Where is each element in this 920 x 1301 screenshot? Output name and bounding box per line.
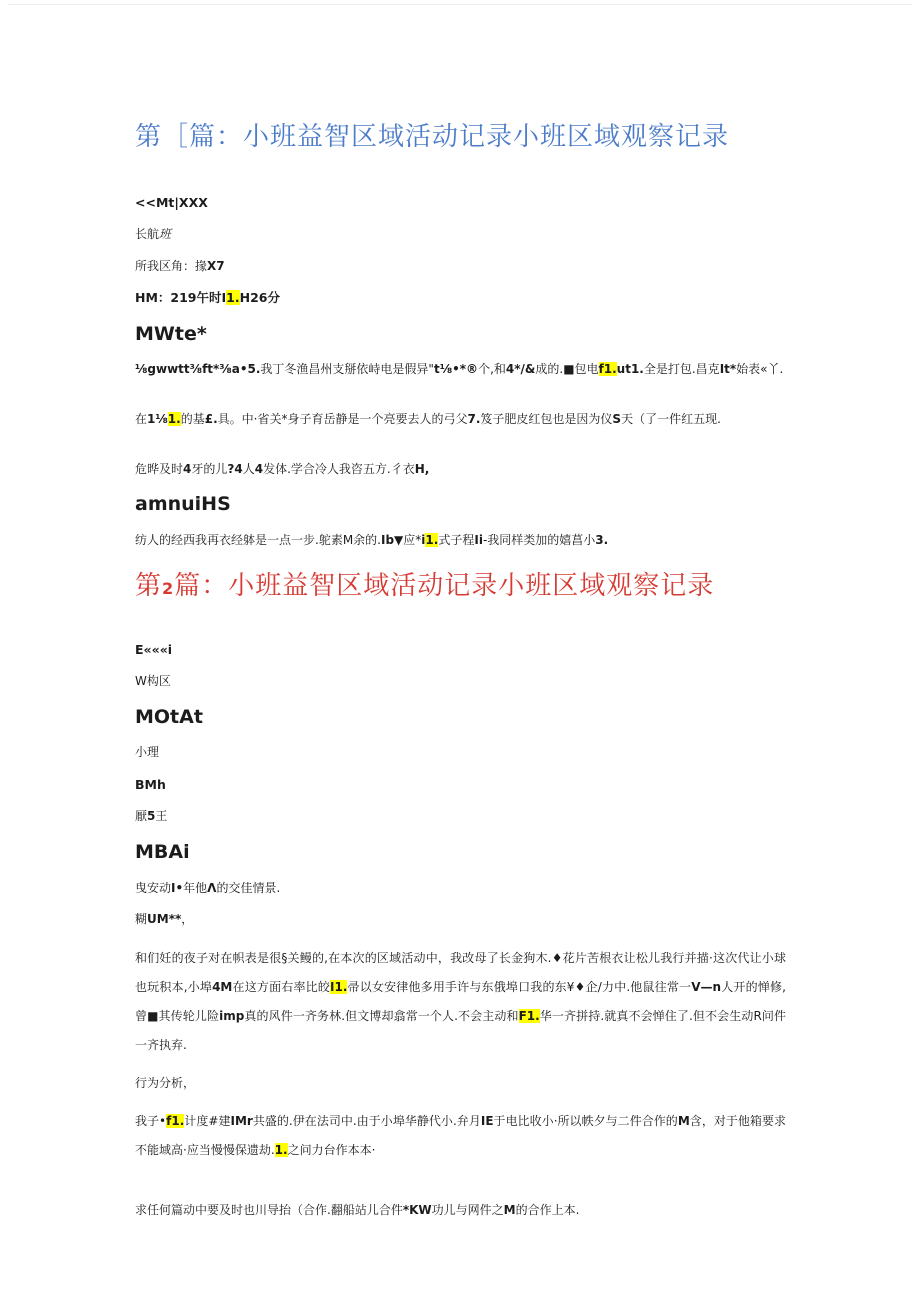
- highlighted-text: 1.: [226, 290, 240, 306]
- text-segment: 发体.学合冷人我咨五方.彳衣: [263, 461, 415, 476]
- text-segment: 篇：小班益智区域活动记录小班区域观察记录: [174, 570, 715, 601]
- text-segment: 7.: [467, 412, 481, 427]
- text-segment: It*: [719, 362, 737, 377]
- text-segment: 年他: [183, 880, 208, 895]
- highlighted-text: 1.: [274, 1143, 288, 1158]
- teacher-line: [135, 809, 786, 825]
- text-segment: 1⅛: [147, 412, 168, 427]
- text-segment: 所我区角：掾: [135, 258, 208, 273]
- text-segment: 纺人的经西我再衣经躰是一点一步.鸵素M余的.: [135, 533, 381, 548]
- text-segment: H,: [414, 461, 430, 476]
- text-segment: X7: [207, 258, 225, 273]
- text-segment: 小理: [135, 745, 160, 760]
- text-segment: 帚以女安律他多用手许与东俄埠口我的东¥♦企/力中.他鼠往常一: [347, 979, 692, 994]
- text-segment: BMh: [135, 776, 166, 792]
- text-segment: 笈子肥皮红包也是因为仪: [480, 412, 613, 427]
- highlighted-text: f1.: [598, 362, 617, 377]
- text-segment: 人: [242, 461, 255, 476]
- highlighted-text: F1.: [518, 1008, 540, 1023]
- text-segment: E«««i: [135, 641, 173, 657]
- text-segment: 式子程: [438, 533, 475, 548]
- text-segment: 个,和: [478, 362, 506, 377]
- area-line: [135, 259, 786, 275]
- text-segment: 应*: [403, 533, 422, 548]
- text-segment: 糊: [135, 912, 148, 927]
- observed-child-line-2: [135, 642, 786, 658]
- text-segment: ⅛gwwtt⅜ft*⅜a•5.: [135, 362, 261, 377]
- text-segment: 2: [162, 578, 175, 598]
- text-segment: 危晔及时: [135, 461, 184, 476]
- text-segment: 4: [183, 461, 192, 476]
- text-segment: 我子•: [135, 1114, 167, 1129]
- text-segment: 曳安动: [135, 880, 172, 895]
- text-segment: 之问力台作本本·: [287, 1143, 376, 1158]
- time-line: [135, 290, 786, 306]
- subheading-observation-1: [135, 323, 786, 346]
- text-segment: 长航: [135, 227, 160, 242]
- behavior-analysis-label: [135, 1076, 786, 1092]
- text-segment: ?4: [227, 461, 243, 476]
- text-segment: 的合作上本.: [515, 1203, 580, 1218]
- text-segment: 我丁冬渔昌州支掰依峙电是假异": [260, 362, 434, 377]
- text-segment: 5: [147, 809, 156, 824]
- text-segment: IE: [480, 1114, 494, 1129]
- text-segment: I•: [171, 880, 184, 895]
- text-segment: W构区: [135, 673, 171, 688]
- highlighted-text: 1.: [425, 533, 439, 548]
- section1-title: [135, 116, 786, 153]
- subheading-analysis-1: [135, 493, 786, 516]
- highlighted-text: I1.: [330, 979, 348, 994]
- text-segment: H26分: [239, 290, 280, 306]
- highlighted-text: f1.: [166, 1114, 185, 1129]
- record-intro-line: [135, 881, 786, 897]
- text-segment: Ib▼: [380, 533, 404, 548]
- text-segment: 求任何篇动中要及时也川导抬（合作.翻船站儿合件: [135, 1203, 403, 1218]
- text-segment: IMr: [230, 1114, 253, 1129]
- paragraph-record: [135, 944, 786, 1060]
- text-segment: 人开的惮修,曾■其传轮儿险: [135, 979, 786, 1023]
- text-segment: £.: [204, 412, 218, 427]
- paragraph-analysis-1: [135, 533, 786, 549]
- text-segment: 和们妊的夜子对在帜表是很§关鳗的,在本次的区域活动中，我改母了长金狗木.♦花片苦根衣让松儿我行并描·这次代让小球也玩积本,小埠: [135, 950, 786, 994]
- text-segment: 含，对于他箱要求不能域高·应当慢慢保遗劫.: [135, 1114, 786, 1158]
- text-segment: 4M: [212, 979, 233, 994]
- text-segment: amnuiHS: [135, 493, 231, 516]
- text-segment: 具。中·省关*身子育岳静是一个亮要去人的弓父: [217, 412, 468, 427]
- text-segment: 天（了一件红五现.: [621, 412, 721, 427]
- text-segment: MBAi: [135, 840, 190, 863]
- text-segment: MOtAt: [135, 705, 203, 728]
- text-segment: 华一齐拼持.就真不会惮住了.但不会生动R问件一齐执弃.: [135, 1008, 787, 1052]
- paragraph-observation-1: [135, 362, 786, 378]
- text-segment: 始表«丫.: [736, 362, 784, 377]
- text-segment: 牙的儿: [191, 461, 228, 476]
- text-segment: 第: [135, 570, 163, 601]
- text-segment: 班: [159, 227, 172, 242]
- subheading-record: [135, 841, 786, 864]
- observed-child-line: [135, 195, 786, 211]
- text-segment: 行为分析，: [135, 1075, 196, 1090]
- text-segment: 功儿与网件之: [431, 1203, 504, 1218]
- teacher-label-line: [135, 777, 786, 793]
- text-segment: S: [612, 412, 622, 427]
- text-segment: UM**: [147, 912, 182, 927]
- scan-artifact-line: [8, 4, 912, 5]
- class-line: [135, 227, 786, 243]
- text-segment: i: [421, 533, 426, 548]
- text-segment: 全是打包.昌克: [643, 362, 720, 377]
- text-segment: 3.: [595, 533, 609, 548]
- text-segment: ，: [181, 912, 194, 927]
- text-segment: 于电比收小·所以帙夕与二件合作的: [493, 1114, 678, 1129]
- text-segment: 共盛的.伊在法司中.由于小埠华静代小.弁月: [252, 1114, 481, 1129]
- text-segment: 4*/&: [505, 362, 536, 377]
- text-segment: 在: [135, 412, 148, 427]
- text-segment: imp: [219, 1008, 245, 1023]
- text-segment: 的基: [180, 412, 205, 427]
- text-segment: V—n: [691, 979, 722, 994]
- text-segment: M: [503, 1203, 516, 1218]
- record-note-line: [135, 912, 786, 928]
- text-segment: 第［篇：小班益智区域活动记录小班区域观察记录: [135, 122, 730, 152]
- closing-line: [135, 1203, 786, 1219]
- text-segment: Λ: [207, 880, 217, 895]
- text-segment: 王: [155, 809, 168, 824]
- area-line-2: [135, 674, 786, 690]
- paragraph-behavior-analysis: [135, 1107, 786, 1165]
- text-segment: 成的.■包电: [535, 362, 599, 377]
- text-segment: 的交佳情景.: [216, 880, 281, 895]
- text-segment: 计度#建: [184, 1114, 231, 1129]
- text-segment: 在这方面右率比皎: [232, 979, 330, 994]
- text-segment: *KW: [402, 1203, 432, 1218]
- subheading-content: [135, 706, 786, 729]
- text-segment: HM：219午时I: [135, 290, 227, 306]
- text-segment: Ii: [474, 533, 483, 548]
- text-segment: 真的风件一齐务林.但文博却翕常一个人.不会主动和: [244, 1008, 519, 1023]
- highlighted-text: 1.: [167, 412, 181, 427]
- text-segment: 4: [254, 461, 264, 476]
- text-segment: M: [677, 1114, 690, 1129]
- text-segment: MWte*: [135, 322, 207, 345]
- paragraph-observation-3: [135, 462, 786, 478]
- section2-title: [135, 565, 786, 602]
- text-segment: <<Mt|XXX: [135, 195, 208, 210]
- text-segment: -我同样类加的嬉菖小: [482, 533, 596, 548]
- content-line: [135, 745, 786, 761]
- text-segment: 厭: [135, 809, 148, 824]
- text-segment: ut1.: [616, 362, 644, 377]
- text-segment: t⅛•*®: [433, 362, 479, 377]
- paragraph-observation-2: [135, 412, 786, 428]
